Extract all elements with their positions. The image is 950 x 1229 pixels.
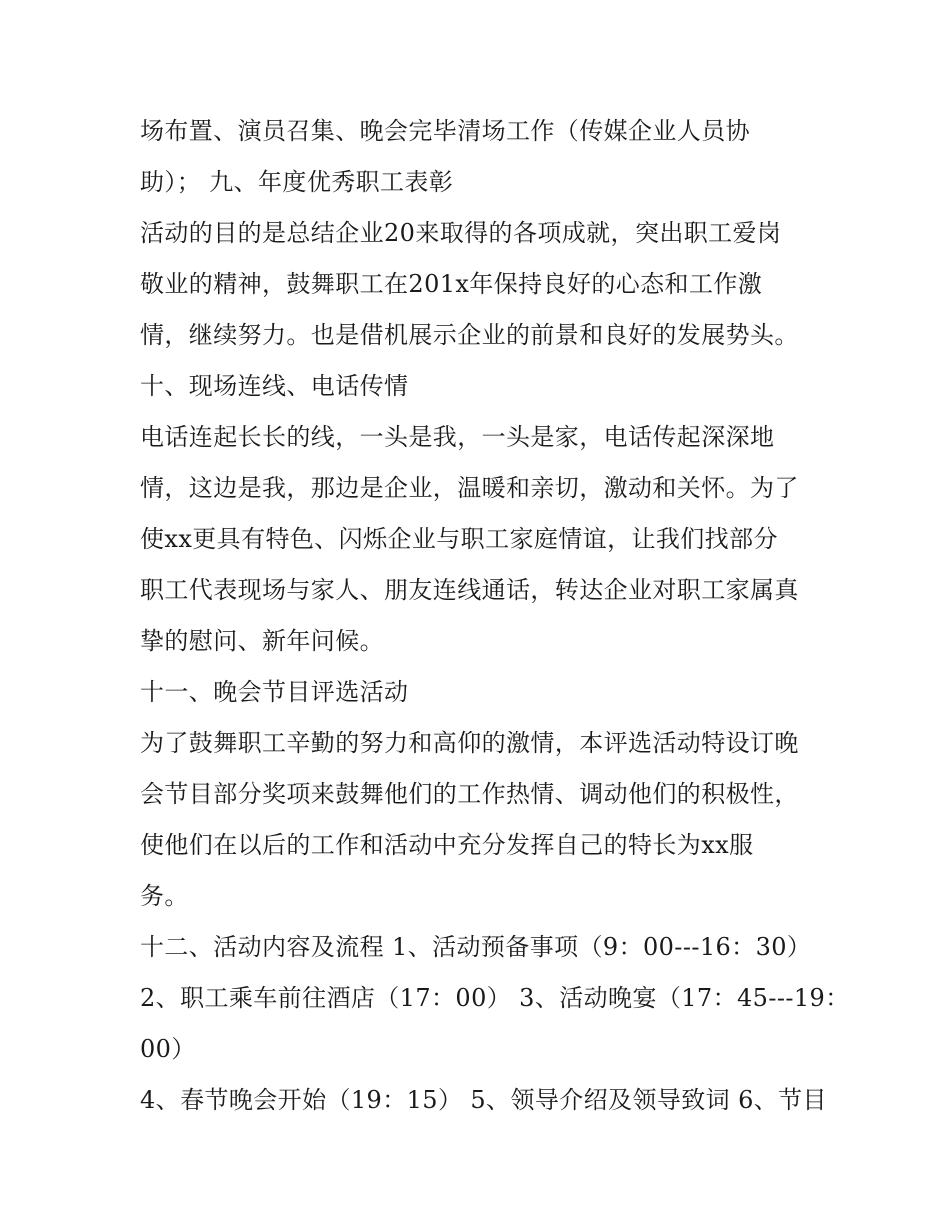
text-line: 助）； 九、年度优秀职工表彰 — [140, 168, 454, 196]
text-line: 务。 — [140, 882, 189, 910]
text-line: 使xx更具有特色、闪烁企业与职工家庭情谊，让我们找部分 — [140, 525, 778, 553]
text-line: 场布置、演员召集、晚会完毕清场工作（传媒企业人员协 — [140, 117, 750, 145]
section-heading: 十二、活动内容及流程 1、活动预备事项（9：00---16：30） — [140, 933, 812, 961]
text-line: 使他们在以后的工作和活动中充分发挥自己的特长为xx服 — [140, 831, 754, 859]
text-line: 挚的慰问、新年问候。 — [140, 627, 384, 655]
text-line: 4、春节晚会开始（19：15） 5、领导介绍及领导致词 6、节目 — [140, 1086, 827, 1114]
text-line: 情，继续努力。也是借机展示企业的前景和良好的发展势头。 — [140, 321, 799, 349]
section-heading: 十一、晚会节目评选活动 — [140, 678, 409, 706]
section-heading: 十、现场连线、电话传情 — [140, 372, 409, 400]
text-line: 敬业的精神，鼓舞职工在201x年保持良好的心态和工作激 — [140, 270, 763, 298]
document-body — [140, 106, 850, 1126]
text-line: 为了鼓舞职工辛勤的努力和高仰的激情，本评选活动特设订晚 — [140, 729, 799, 757]
text-line: 2、职工乘车前往酒店（17：00） 3、活动晚宴（17：45---19： — [140, 984, 850, 1012]
text-line: 活动的目的是总结企业20来取得的各项成就，突出职工爱岗 — [140, 219, 782, 247]
text-line: 职工代表现场与家人、朋友连线通话，转达企业对职工家属真 — [140, 576, 799, 604]
text-line: 会节目部分奖项来鼓舞他们的工作热情、调动他们的积极性， — [140, 780, 799, 808]
text-line: 情，这边是我，那边是企业，温暖和亲切，激动和关怀。为了 — [140, 474, 799, 502]
text-line: 电话连起长长的线，一头是我，一头是家，电话传起深深地 — [140, 423, 775, 451]
text-line: 00） — [140, 1035, 196, 1063]
